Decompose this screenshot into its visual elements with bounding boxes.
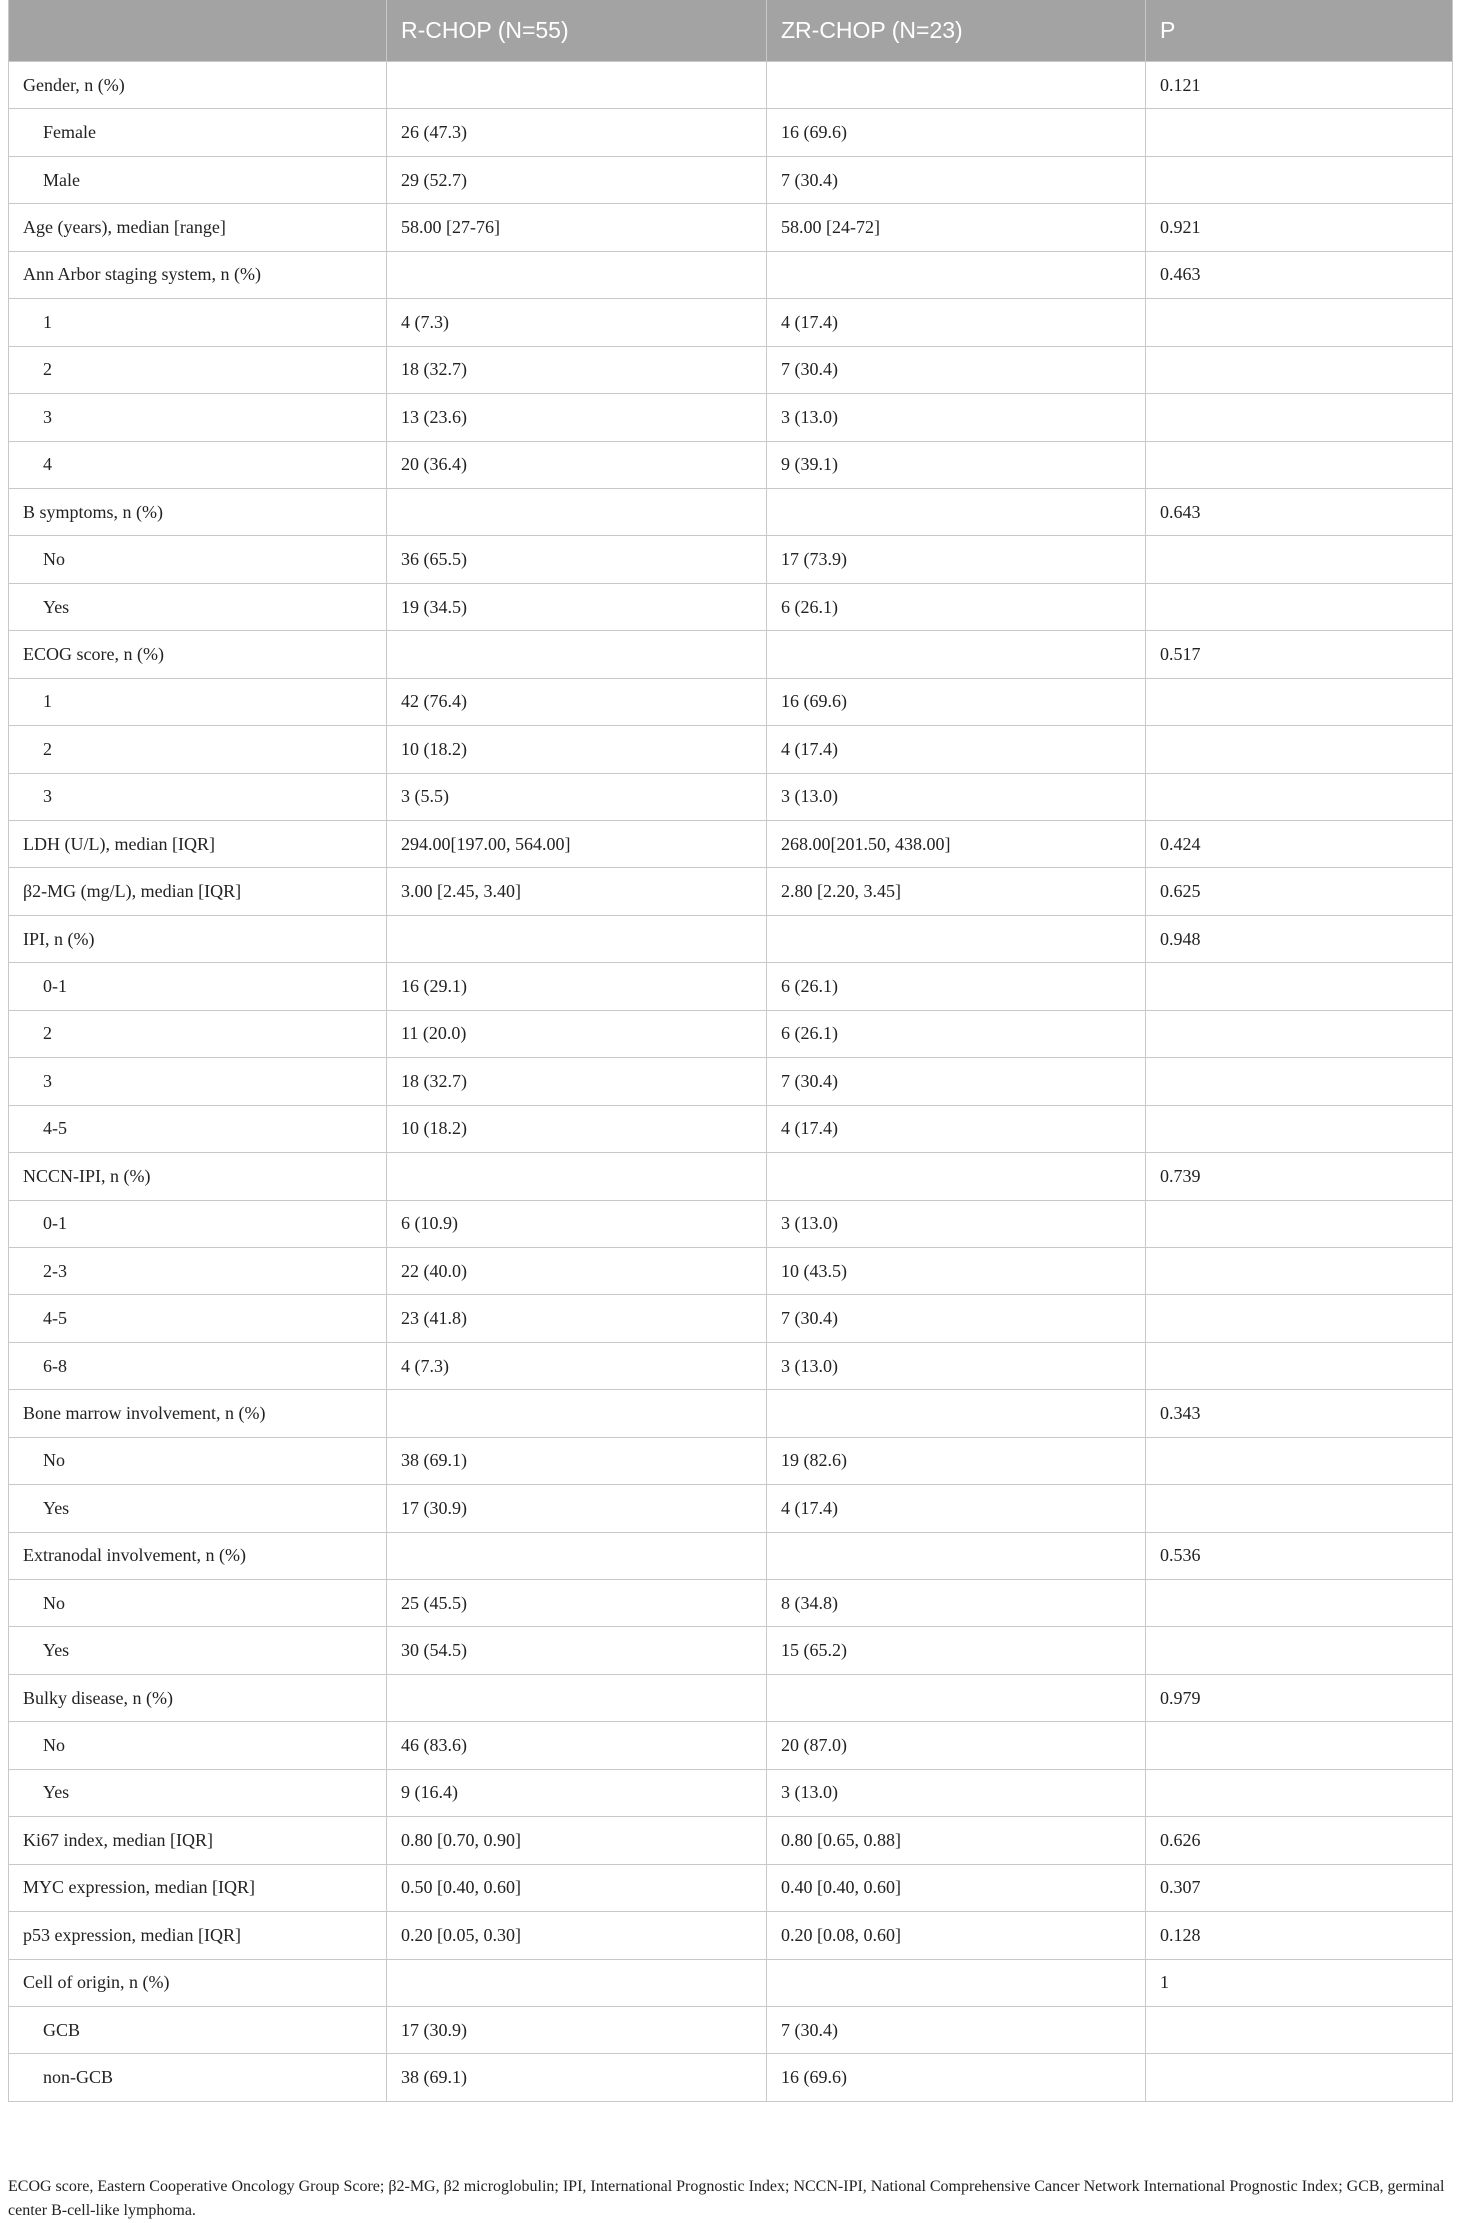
table-row [9, 109, 1453, 156]
table-row [9, 631, 1453, 678]
zrchop-value: 268.00[201.50, 438.00] [767, 821, 1146, 868]
p-value: 0.517 [1146, 631, 1453, 678]
p-value: 0.626 [1146, 1817, 1453, 1864]
row-label: GCB [9, 2006, 387, 2053]
zrchop-value: 3 (13.0) [767, 1769, 1146, 1816]
p-value [1146, 773, 1453, 820]
rchop-value [387, 1532, 767, 1579]
table-row [9, 1959, 1453, 2006]
p-value [1146, 583, 1453, 630]
p-value [1146, 299, 1453, 346]
row-label: No [9, 1580, 387, 1627]
row-label: Bulky disease, n (%) [9, 1674, 387, 1721]
rchop-value: 29 (52.7) [387, 156, 767, 203]
table-row [9, 1247, 1453, 1294]
p-value: 0.625 [1146, 868, 1453, 915]
row-label: 1 [9, 299, 387, 346]
table-row [9, 1153, 1453, 1200]
zrchop-value: 6 (26.1) [767, 963, 1146, 1010]
zrchop-value: 7 (30.4) [767, 1058, 1146, 1105]
zrchop-value: 4 (17.4) [767, 299, 1146, 346]
zrchop-value: 8 (34.8) [767, 1580, 1146, 1627]
table-row [9, 204, 1453, 251]
row-label: IPI, n (%) [9, 915, 387, 962]
rchop-value [387, 1153, 767, 1200]
row-label: Ki67 index, median [IQR] [9, 1817, 387, 1864]
zrchop-value: 7 (30.4) [767, 1295, 1146, 1342]
table-container [8, 0, 1452, 2102]
rchop-value: 0.20 [0.05, 0.30] [387, 1912, 767, 1959]
rchop-value: 18 (32.7) [387, 346, 767, 393]
p-value: 0.536 [1146, 1532, 1453, 1579]
zrchop-value: 4 (17.4) [767, 1485, 1146, 1532]
baseline-characteristics-table [8, 0, 1453, 2102]
row-label: 2 [9, 1010, 387, 1057]
zrchop-value: 17 (73.9) [767, 536, 1146, 583]
table-footnote: ECOG score, Eastern Cooperative Oncology Group Score; β2-MG, β2 microglobulin; IPI, International Prognostic Index; NCCN-IPI, National Comprehensive Cancer Network International Prognostic Index; GCB, germinal center B-cell-like lymphoma. [8, 2178, 1445, 2219]
table-row [9, 62, 1453, 109]
zrchop-value: 20 (87.0) [767, 1722, 1146, 1769]
zrchop-value: 6 (26.1) [767, 1010, 1146, 1057]
table-row [9, 346, 1453, 393]
p-value: 0.128 [1146, 1912, 1453, 1959]
row-label: 0-1 [9, 1200, 387, 1247]
table-row [9, 726, 1453, 773]
rchop-value [387, 1674, 767, 1721]
table-row [9, 1058, 1453, 1105]
zrchop-value [767, 488, 1146, 535]
zrchop-value [767, 631, 1146, 678]
rchop-value [387, 62, 767, 109]
rchop-value: 38 (69.1) [387, 1437, 767, 1484]
zrchop-value: 58.00 [24-72] [767, 204, 1146, 251]
zrchop-value: 19 (82.6) [767, 1437, 1146, 1484]
row-label: Yes [9, 1769, 387, 1816]
zrchop-value [767, 1674, 1146, 1721]
table-body [9, 62, 1453, 2102]
p-value [1146, 1485, 1453, 1532]
rchop-value [387, 488, 767, 535]
table-row [9, 1769, 1453, 1816]
p-value [1146, 1722, 1453, 1769]
table-row [9, 773, 1453, 820]
table-header-row [9, 0, 1453, 62]
table-row [9, 1722, 1453, 1769]
table-row [9, 868, 1453, 915]
p-value: 0.343 [1146, 1390, 1453, 1437]
rchop-value: 38 (69.1) [387, 2054, 767, 2101]
table-row [9, 1627, 1453, 1674]
row-label: 2 [9, 346, 387, 393]
row-label: No [9, 1722, 387, 1769]
table-row [9, 1580, 1453, 1627]
row-label: Yes [9, 583, 387, 630]
row-label: β2-MG (mg/L), median [IQR] [9, 868, 387, 915]
zrchop-value [767, 1390, 1146, 1437]
table-row [9, 251, 1453, 298]
table-row [9, 394, 1453, 441]
rchop-value: 3 (5.5) [387, 773, 767, 820]
rchop-value: 13 (23.6) [387, 394, 767, 441]
rchop-value: 10 (18.2) [387, 1105, 767, 1152]
p-value [1146, 2006, 1453, 2053]
p-value [1146, 963, 1453, 1010]
p-value [1146, 536, 1453, 583]
zrchop-value [767, 1959, 1146, 2006]
header-rchop: R-CHOP (N=55) [387, 0, 767, 62]
row-label: 4 [9, 441, 387, 488]
zrchop-value: 16 (69.6) [767, 2054, 1146, 2101]
zrchop-value: 7 (30.4) [767, 2006, 1146, 2053]
p-value: 0.979 [1146, 1674, 1453, 1721]
rchop-value: 4 (7.3) [387, 1342, 767, 1389]
table-row [9, 488, 1453, 535]
p-value: 0.739 [1146, 1153, 1453, 1200]
p-value [1146, 1437, 1453, 1484]
rchop-value: 36 (65.5) [387, 536, 767, 583]
row-label: p53 expression, median [IQR] [9, 1912, 387, 1959]
zrchop-value: 0.40 [0.40, 0.60] [767, 1864, 1146, 1911]
rchop-value: 11 (20.0) [387, 1010, 767, 1057]
rchop-value: 16 (29.1) [387, 963, 767, 1010]
table-row [9, 1200, 1453, 1247]
p-value: 0.307 [1146, 1864, 1453, 1911]
zrchop-value: 7 (30.4) [767, 156, 1146, 203]
zrchop-value: 9 (39.1) [767, 441, 1146, 488]
p-value: 0.921 [1146, 204, 1453, 251]
row-label: NCCN-IPI, n (%) [9, 1153, 387, 1200]
p-value [1146, 441, 1453, 488]
table-row [9, 1864, 1453, 1911]
row-label: 2 [9, 726, 387, 773]
zrchop-value: 6 (26.1) [767, 583, 1146, 630]
zrchop-value: 0.80 [0.65, 0.88] [767, 1817, 1146, 1864]
p-value [1146, 678, 1453, 725]
p-value [1146, 1627, 1453, 1674]
zrchop-value [767, 62, 1146, 109]
row-label: Male [9, 156, 387, 203]
zrchop-value: 3 (13.0) [767, 394, 1146, 441]
p-value: 0.463 [1146, 251, 1453, 298]
row-label: 6-8 [9, 1342, 387, 1389]
table-row [9, 2006, 1453, 2053]
p-value [1146, 726, 1453, 773]
table-row [9, 915, 1453, 962]
p-value [1146, 1105, 1453, 1152]
table-row [9, 441, 1453, 488]
p-value [1146, 1342, 1453, 1389]
table-row [9, 1485, 1453, 1532]
zrchop-value: 0.20 [0.08, 0.60] [767, 1912, 1146, 1959]
table-row [9, 1342, 1453, 1389]
row-label: Extranodal involvement, n (%) [9, 1532, 387, 1579]
p-value: 1 [1146, 1959, 1453, 2006]
row-label: 3 [9, 773, 387, 820]
zrchop-value: 4 (17.4) [767, 1105, 1146, 1152]
rchop-value: 17 (30.9) [387, 2006, 767, 2053]
table-row [9, 963, 1453, 1010]
row-label: Age (years), median [range] [9, 204, 387, 251]
row-label: No [9, 1437, 387, 1484]
rchop-value: 42 (76.4) [387, 678, 767, 725]
row-label: B symptoms, n (%) [9, 488, 387, 535]
row-label: MYC expression, median [IQR] [9, 1864, 387, 1911]
table-row [9, 1010, 1453, 1057]
p-value [1146, 1058, 1453, 1105]
rchop-value: 10 (18.2) [387, 726, 767, 773]
p-value [1146, 394, 1453, 441]
table-row [9, 821, 1453, 868]
rchop-value: 22 (40.0) [387, 1247, 767, 1294]
row-label: 2-3 [9, 1247, 387, 1294]
table-row [9, 1817, 1453, 1864]
rchop-value: 20 (36.4) [387, 441, 767, 488]
table-row [9, 1674, 1453, 1721]
row-label: non-GCB [9, 2054, 387, 2101]
rchop-value: 58.00 [27-76] [387, 204, 767, 251]
row-label: Yes [9, 1627, 387, 1674]
row-label: ECOG score, n (%) [9, 631, 387, 678]
rchop-value: 46 (83.6) [387, 1722, 767, 1769]
zrchop-value: 4 (17.4) [767, 726, 1146, 773]
table-row [9, 678, 1453, 725]
p-value [1146, 1580, 1453, 1627]
rchop-value: 19 (34.5) [387, 583, 767, 630]
row-label: Bone marrow involvement, n (%) [9, 1390, 387, 1437]
row-label: Yes [9, 1485, 387, 1532]
table-row [9, 2054, 1453, 2101]
zrchop-value [767, 1153, 1146, 1200]
rchop-value: 3.00 [2.45, 3.40] [387, 868, 767, 915]
p-value [1146, 1247, 1453, 1294]
rchop-value: 23 (41.8) [387, 1295, 767, 1342]
p-value [1146, 1769, 1453, 1816]
p-value: 0.948 [1146, 915, 1453, 962]
rchop-value: 26 (47.3) [387, 109, 767, 156]
row-label: 3 [9, 1058, 387, 1105]
rchop-value [387, 1959, 767, 2006]
zrchop-value: 2.80 [2.20, 3.45] [767, 868, 1146, 915]
p-value [1146, 346, 1453, 393]
zrchop-value: 16 (69.6) [767, 678, 1146, 725]
zrchop-value [767, 1532, 1146, 1579]
table-row [9, 1437, 1453, 1484]
rchop-value: 17 (30.9) [387, 1485, 767, 1532]
rchop-value [387, 631, 767, 678]
header-p-value: P [1146, 0, 1453, 62]
zrchop-value: 3 (13.0) [767, 773, 1146, 820]
zrchop-value: 15 (65.2) [767, 1627, 1146, 1674]
p-value: 0.121 [1146, 62, 1453, 109]
p-value [1146, 2054, 1453, 2101]
row-label: Cell of origin, n (%) [9, 1959, 387, 2006]
row-label: Ann Arbor staging system, n (%) [9, 251, 387, 298]
zrchop-value [767, 915, 1146, 962]
table-row [9, 156, 1453, 203]
rchop-value [387, 251, 767, 298]
row-label: No [9, 536, 387, 583]
row-label: 4-5 [9, 1295, 387, 1342]
zrchop-value: 7 (30.4) [767, 346, 1146, 393]
rchop-value: 4 (7.3) [387, 299, 767, 346]
p-value [1146, 1010, 1453, 1057]
row-label: Female [9, 109, 387, 156]
zrchop-value: 3 (13.0) [767, 1342, 1146, 1389]
table-row [9, 583, 1453, 630]
header-variable [9, 0, 387, 62]
row-label: Gender, n (%) [9, 62, 387, 109]
rchop-value: 0.50 [0.40, 0.60] [387, 1864, 767, 1911]
rchop-value: 18 (32.7) [387, 1058, 767, 1105]
table-row [9, 536, 1453, 583]
p-value: 0.424 [1146, 821, 1453, 868]
zrchop-value [767, 251, 1146, 298]
rchop-value [387, 1390, 767, 1437]
table-row [9, 1295, 1453, 1342]
row-label: 4-5 [9, 1105, 387, 1152]
rchop-value: 294.00[197.00, 564.00] [387, 821, 767, 868]
rchop-value: 30 (54.5) [387, 1627, 767, 1674]
row-label: 0-1 [9, 963, 387, 1010]
row-label: LDH (U/L), median [IQR] [9, 821, 387, 868]
rchop-value: 0.80 [0.70, 0.90] [387, 1817, 767, 1864]
table-row [9, 1532, 1453, 1579]
rchop-value: 25 (45.5) [387, 1580, 767, 1627]
table-row [9, 299, 1453, 346]
p-value [1146, 1295, 1453, 1342]
p-value [1146, 156, 1453, 203]
row-label: 3 [9, 394, 387, 441]
zrchop-value: 3 (13.0) [767, 1200, 1146, 1247]
zrchop-value: 16 (69.6) [767, 109, 1146, 156]
rchop-value: 9 (16.4) [387, 1769, 767, 1816]
table-row [9, 1390, 1453, 1437]
zrchop-value: 10 (43.5) [767, 1247, 1146, 1294]
p-value [1146, 1200, 1453, 1247]
p-value: 0.643 [1146, 488, 1453, 535]
rchop-value [387, 915, 767, 962]
table-row [9, 1912, 1453, 1959]
header-zrchop: ZR-CHOP (N=23) [767, 0, 1146, 62]
rchop-value: 6 (10.9) [387, 1200, 767, 1247]
table-row [9, 1105, 1453, 1152]
row-label: 1 [9, 678, 387, 725]
p-value [1146, 109, 1453, 156]
